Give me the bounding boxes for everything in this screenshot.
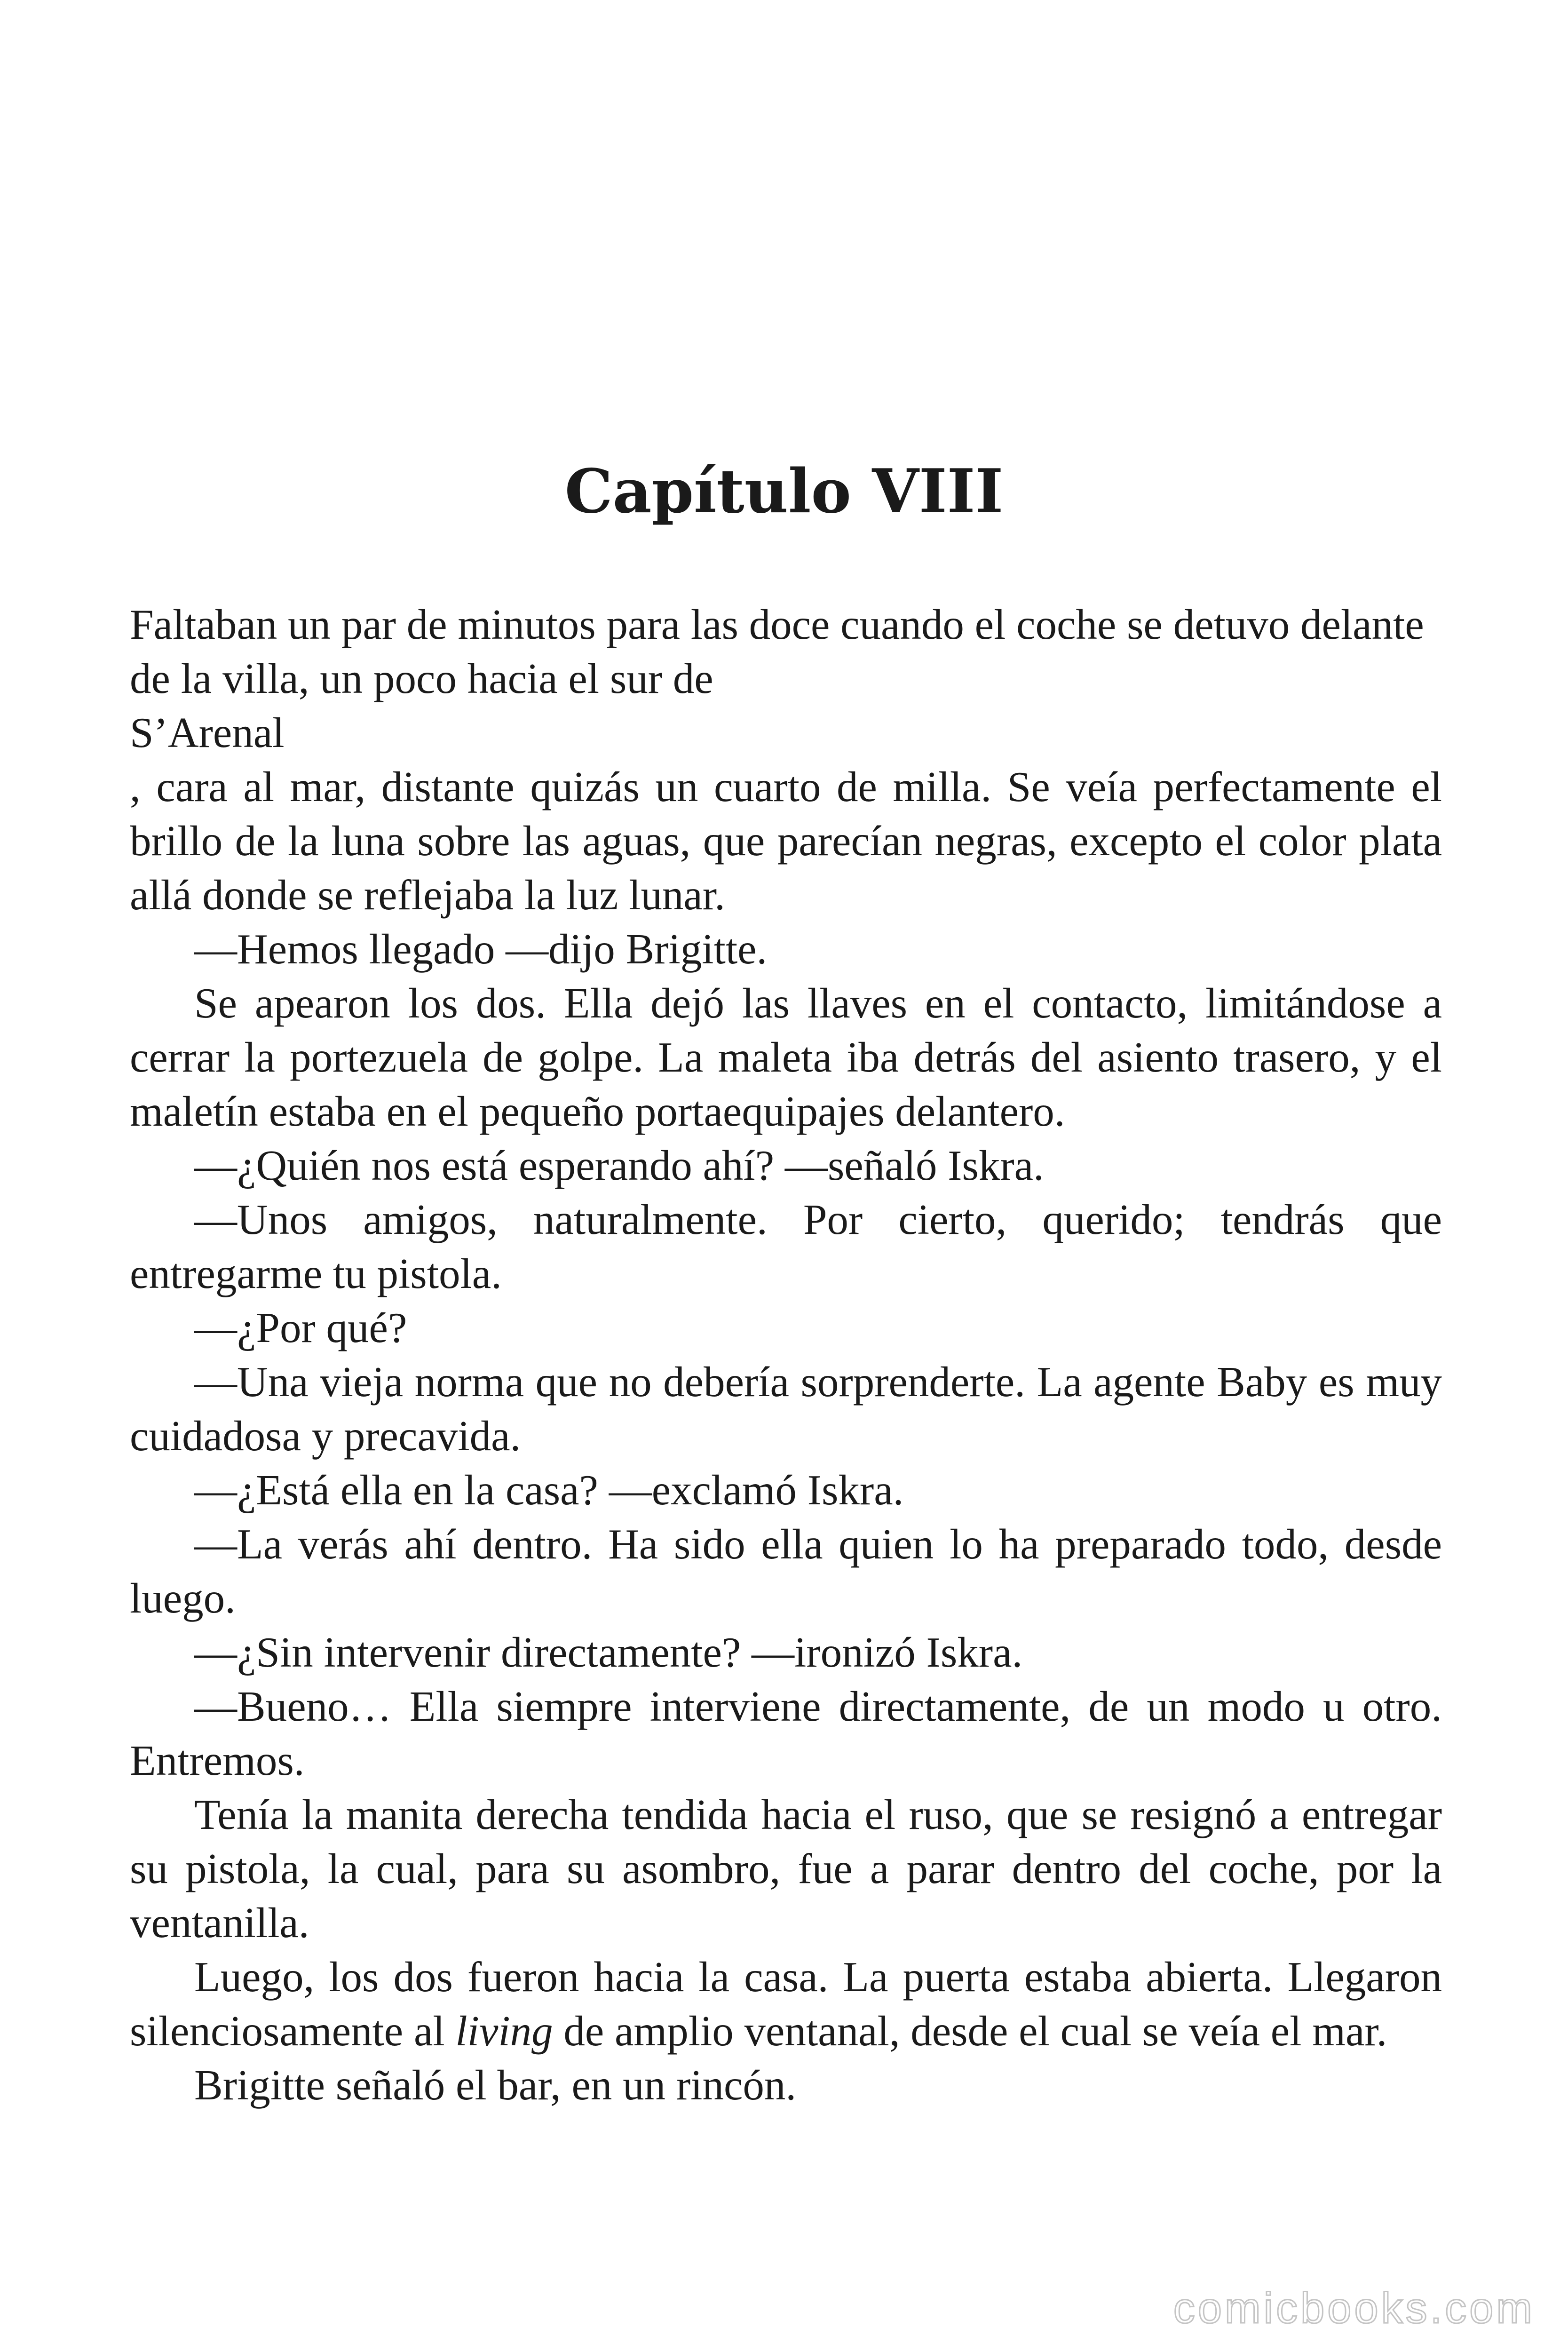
chapter-title: Capítulo VIII [564, 456, 1004, 527]
paragraph-with-italic [130, 1950, 1442, 2058]
watermark-logo: comicbooks.com [1173, 2284, 1535, 2332]
paragraph-1-continuation: , cara al mar, distante quizás un cuarto de milla. Se veía perfectamente el brillo de la luna sobre las aguas, que parecían negras, excepto el color plata allá donde se reflejaba la luz lunar. [130, 763, 1442, 919]
paragraph-1: Faltaban un par de minutos para las doce cuando el coche se detuvo delante de la villa, un poco hacia el sur de [130, 601, 1424, 702]
dialogue-line: —Hemos llegado —dijo Brigitte. [194, 925, 768, 973]
chapter-body [130, 597, 1442, 2112]
dialogue-line: —La verás ahí dentro. Ha sido ella quien lo ha preparado todo, desde luego. [130, 1520, 1442, 1622]
paragraph: Se apearon los dos. Ella dejó las llaves en el contacto, limitándose a cerrar la portezuela de golpe. La maleta iba detrás del asiento trasero, y el maletín estaba en el pequeño portaequipajes delantero. [130, 979, 1442, 1135]
text-run: de amplio ventanal, desde el cual se veía el mar. [553, 2007, 1387, 2055]
text-run: Luego, los dos fueron hacia la casa. La puerta estaba abierta. Llegaron silenciosamente al [130, 1953, 1442, 2055]
dialogue-line: —Unos amigos, naturalmente. Por cierto, querido; tendrás que entregarme tu pistola. [130, 1196, 1442, 1297]
dialogue-line: —Una vieja norma que no debería sorprenderte. La agente Baby es muy cuidadosa y precavida. [130, 1358, 1442, 1460]
dialogue-line: —¿Está ella en la casa? —exclamó Iskra. [194, 1466, 904, 1514]
dialogue-line: —¿Sin intervenir directamente? —ironizó Iskra. [194, 1629, 1023, 1676]
dialogue-line: —Bueno… Ella siempre interviene directamente, de un modo u otro. Entremos. [130, 1683, 1442, 1784]
paragraph: Brigitte señaló el bar, en un rincón. [194, 2061, 797, 2109]
italic-word: living [455, 2007, 553, 2055]
paragraph: Tenía la manita derecha tendida hacia el ruso, que se resignó a entregar su pistola, la cual, para su asombro, fue a parar dentro del coche, por la ventanilla. [130, 1791, 1442, 1947]
dialogue-line: —¿Por qué? [194, 1304, 407, 1351]
dialogue-line: —¿Quién nos está esperando ahí? —señaló Iskra. [194, 1142, 1044, 1189]
paragraph-1-place-name: S’Arenal [130, 709, 285, 756]
